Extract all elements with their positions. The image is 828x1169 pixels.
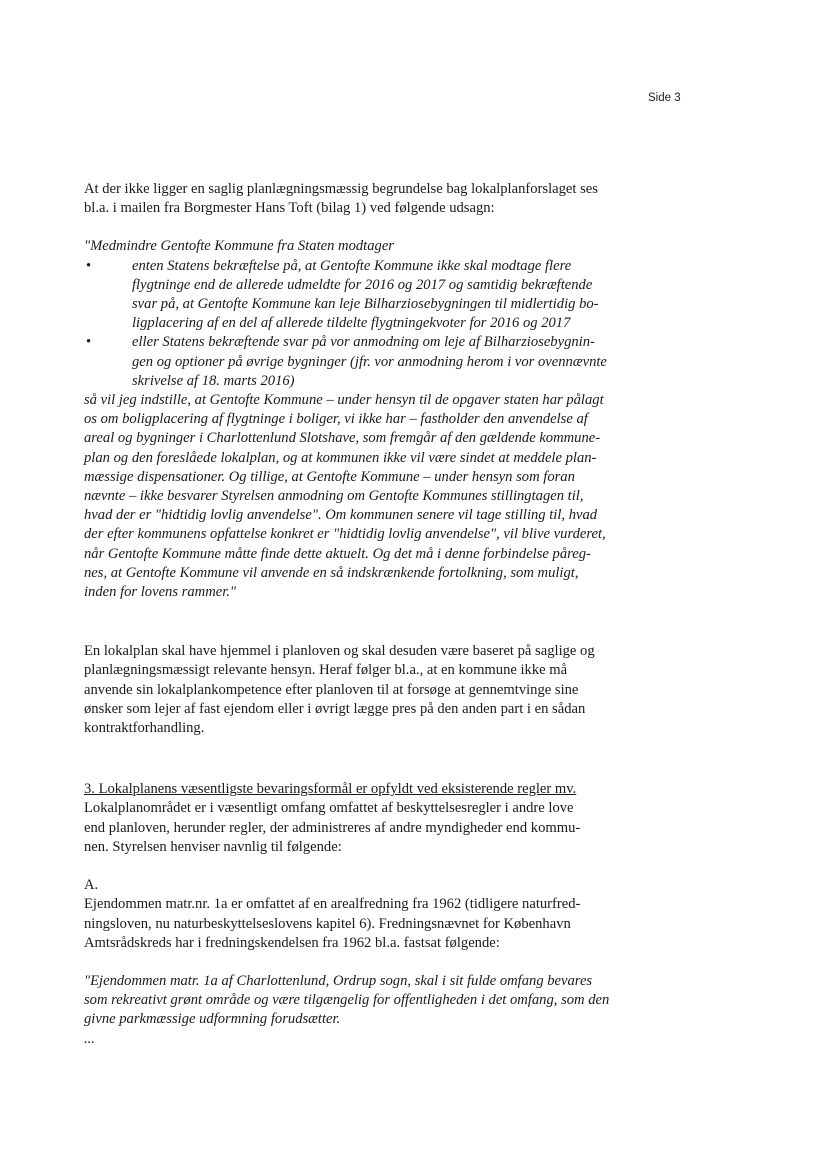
text-line: kontraktforhandling. [84,720,205,737]
text-line: inden for lovens rammer." [84,584,237,601]
section-heading: 3. Lokalplanens væsentligste bevaringsformål er opfyldt ved eksisterende regler mv. [84,781,577,798]
text-line: givne parkmæssige udformning forudsætter. [84,1011,341,1028]
text-line: ligplacering af en del af allerede tildelte flygtningekvoter for 2016 og 2017 [132,315,571,332]
text-line: gen og optioner på øvrige bygninger (jfr. vor anmodning herom i vor ovennævnte [132,353,607,370]
bullet-icon: • [86,334,92,351]
text-line: anvende sin lokalplankompetence efter planloven til at forsøge at gennemtvinge sine [84,681,579,698]
fredning-quote [84,972,684,1049]
quote-opening: "Medmindre Gentofte Kommune fra Staten modtager [84,238,394,255]
text-line: os om boligplacering af flygtninge i boliger, vi ikke har – fastholder den anvendelse af [84,411,588,428]
text-line: så vil jeg indstille, at Gentofte Kommune – under hensyn til de opgaver staten har pålagt [84,392,604,409]
text-line: ningsloven, nu naturbeskyttelseslovens kapitel 6). Fredningsnævnet for København [84,915,571,932]
section-3 [84,780,684,857]
text-line: nes, at Gentofte Kommune vil anvende en så indskrænkende fortolkning, som muligt, [84,564,579,581]
page-number: Side 3 [648,92,681,104]
section-a [84,876,684,1049]
bullet-icon: • [86,257,92,274]
mayor-quote [84,237,684,602]
intro-paragraph [84,180,684,218]
text-line: At der ikke ligger en saglig planlægningsmæssig begrundelse bag lokalplanforslaget ses [84,181,598,197]
letter-body [84,180,684,1049]
section-label: A. [84,877,99,894]
text-line: end planloven, herunder regler, der administreres af andre myndigheder end kommu- [84,819,581,836]
text-line: skrivelse af 18. marts 2016) [132,372,295,389]
text-line: mæssige dispensationer. Og tillige, at Gentofte Kommune – under hensyn som foran [84,468,575,485]
text-line: svar på, at Gentofte Kommune kan leje Bilharziosebygningen til midlertidig bo- [132,296,599,313]
text-line: bl.a. i mailen fra Borgmester Hans Toft (bilag 1) ved følgende udsagn: [84,200,495,217]
text-line: hvad der er "hidtidig lovlig anvendelse". Om kommunen senere vil tage stilling til, hvad [84,507,598,524]
text-line: nen. Styrelsen henviser navnlig til følgende: [84,838,342,855]
bullet-text [132,257,684,334]
text-line: nævnte – ikke besvarer Styrelsen anmodning om Gentofte Kommunes stillingtagen til, [84,488,584,505]
text-line: som rekreativt grønt område og være tilgængelig for offentligheden i det omfang, som den [84,992,610,1009]
text-line: plan og den foreslåede lokalplan, og at kommunen ikke vil være sindet at meddele plan- [84,449,597,466]
text-line: der efter kommunens opfattelse konkret er "hidtidig lovlig anvendelse", vil blive vurderet, [84,526,606,543]
text-line: areal og bygninger i Charlottenlund Slotshave, som fremgår af den gældende kommune- [84,430,601,447]
quote-ellipsis: ... [84,1030,95,1047]
quote-bullet [84,257,684,334]
text-line: planlægningsmæssigt relevante hensyn. Heraf følger bl.a., at en kommune ikke må [84,662,568,679]
text-line: flygtninge end de allerede udmeldte for 2016 og 2017 og samtidig bekræftende [132,276,593,293]
text-line: Ejendommen matr.nr. 1a er omfattet af en arealfredning fra 1962 (tidligere naturfred- [84,896,581,913]
text-line: når Gentofte Kommune måtte finde dette aktuelt. Og det må i denne forbindelse påreg- [84,545,591,562]
bullet-text [132,333,684,391]
text-line: Lokalplanområdet er i væsentligt omfang omfattet af beskyttelsesregler i andre love [84,800,574,817]
text-line: ønsker som lejer af fast ejendom eller i øvrigt lægge pres på den anden part i en sådan [84,700,586,717]
text-line: En lokalplan skal have hjemmel i planloven og skal desuden være baseret på saglige og [84,643,595,660]
text-line: enten Statens bekræftelse på, at Gentofte Kommune ikke skal modtage flere [132,257,572,274]
text-line: "Ejendommen matr. 1a af Charlottenlund, Ordrup sogn, skal i sit fulde omfang bevares [84,972,593,989]
text-line: Amtsrådskreds har i fredningskendelsen fra 1962 bl.a. fastsat følgende: [84,934,500,951]
legal-basis-paragraph [84,642,684,738]
quote-bullet [84,333,684,391]
text-line: eller Statens bekræftende svar på vor anmodning om leje af Bilharziosebygnin- [132,334,595,351]
